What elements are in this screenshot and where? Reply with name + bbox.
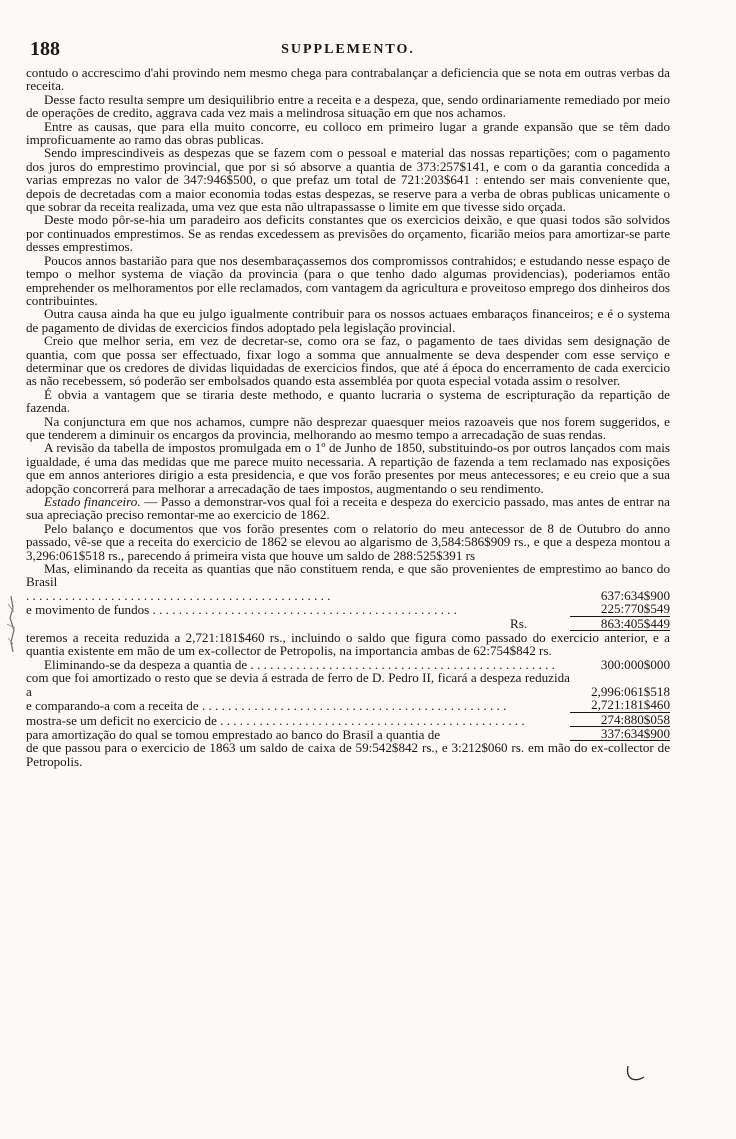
pencil-mark-icon <box>624 1064 646 1082</box>
paragraph: Na conjunctura em que nos achamos, cumpre não desprezar quaesquer meios razoaveis que nos forem suggeridos, e que tenderem a diminuir os encargos da provincia, melhorando ao mesmo tempo a arrecadação de suas rendas. <box>26 413 670 442</box>
paragraph: Pelo balanço e documentos que vos forão presentes com o relatorio do meu antecessor de 8 de Outubro do anno passado, vê-se que a receita do exercicio de 1862 se elevou ao algarismo de 3,584:586$909 rs., e que a despeza montou a 3,296:061$518 rs., parecendo á primeira vista que houve um saldo de 288:525$391 rs <box>26 520 670 563</box>
ledger-row <box>26 589 670 602</box>
ledger-label: e comparando-a com a receita de . . . <box>26 699 570 712</box>
paragraph: A revisão da tabella de impostos promulgada em o 1º de Junho de 1850, substituindo-os por outros lançados com mais igualdade, é uma das medidas que me parece muito necessaria. A repartição de fazenda a tem reclamado nas exposições que em annos anteriores dirigio a esta presidencia, e que vos forão presentes por meus antecessores; e eu creio que a sua adopção concorrerá para melhorar a arrecadação de taes impostos, augmentando o seu rendimento. <box>26 440 670 496</box>
paragraph: teremos a receita reduzida a 2,721:181$460 rs., incluindo o saldo que figura como passado do exercicio anterior, e a quantia existente em mão de um ex-collector de Petropolis, na importancia ambas de 62:754$842 rs. <box>26 630 670 659</box>
ledger-row <box>26 713 670 727</box>
running-title: SUPPLEMENTO. <box>281 42 415 57</box>
paragraph: Poucos annos bastarião para que nos desembaraçassemos dos compromissos contrahidos; e estudando nesse espaço de tempo o melhor systema de viação da provincia (para o que tenho dado algumas providencias), poderiamos então emprehender os melhoramentos por elle reclamados, com vantagem da agricultura e proveitoso emprego dos dinheiros dos contribuintes. <box>26 252 670 308</box>
paragraph: Outra causa ainda ha que eu julgo igualmente contribuir para os nossos actuaes embaraços financeiros; e é o systema de pagamento de dividas de exercicios findos adoptado pela legislação provincial. <box>26 306 670 335</box>
section-heading: Estado financeiro. <box>44 494 141 509</box>
ledger-label: e movimento de fundos . . . <box>26 603 570 616</box>
ledger-total-currency: Rs. <box>510 615 528 631</box>
paragraph: É obvia a vantagem que se tiraria deste methodo, e quanto lucraria o systema de escripturação da repartição de fazenda. <box>26 386 670 416</box>
paragraph: Creio que melhor seria, em vez de decretar-se, como ora se faz, o pagamento de taes dividas sem designação de quantia, com que possa ser effectuado, fixar logo a somma que annualmente se deva despender com esse serviço e determinar que os credores de dividas liquidadas de exercicios findos, que até á época do encerramento de cada exercicio as não recebessem, só poderão ser embolsados quando esta assembléa por quota especial votada assim o resolver. <box>26 333 670 389</box>
page-header <box>26 36 670 66</box>
ledger-row <box>26 727 670 741</box>
paragraph: Deste modo pôr-se-hia um paradeiro aos deficits constantes que os exercicios deixão, e que quasi todos são solvidos por continuados emprestimos. Se as rendas excedessem as previsões do orçamento, ficarião meios para amortizar-se parte desses emprestimos. <box>26 212 670 255</box>
ledger-label: Eliminando-se da despeza a quantia de . . . <box>26 658 570 671</box>
paragraph: Sendo imprescindiveis as despezas que se fazem com o pessoal e material das nossas repartições; com o pagamento dos juros do emprestimo provincial, que por si só absorve a quantia de 373:257$141, e com o da garantia concedida a varias emprezas no valor de 347:946$500, o que prefaz um total de 721:203$641 : entendo ser mais conveniente que, depois de decretadas com a maior economia todas estas despezas, se reserve para a verba de obras publicas unicamente o que sobrar da receita realizada, uma vez que esta não ultrapassasse o limite em que tivesse sido orçada. <box>26 145 670 215</box>
ledger-amount: 2,996:061$518 <box>591 683 670 699</box>
closing-paragraph: de que passou para o exercicio de 1863 um saldo de caixa de 59:542$842 rs., e 3:212$060 rs. em mão do ex-collector de Petropolis. <box>26 740 670 769</box>
margin-ink-mark-icon <box>4 594 18 654</box>
ledger-label: mostra-se um deficit no exercicio de . . . <box>26 714 570 727</box>
page-number: 188 <box>30 38 60 60</box>
ledger-amount: 337:634$900 <box>570 727 670 741</box>
paragraph: Entre as causas, que para ella muito concorre, eu colloco em primeiro lugar a grande expansão que se têm dado improficuamente ao ramo das obras publicas. <box>26 118 670 148</box>
paragraph: Desse facto resulta sempre um desiquilibrio entre a receita e a despeza, que, sendo ordinariamente remediado por meio de operações de credito, aggrava cada vez mais a melindrosa situação em que nos achamos. <box>26 91 670 121</box>
document-page <box>26 36 670 768</box>
ledger-amount: 300:000$000 <box>600 656 670 672</box>
ledger-row <box>26 698 670 712</box>
ledger-total-amount: 863:405$449 <box>570 617 670 631</box>
ledger-label: para amortização do qual se tomou emprestado ao banco do Brasil a quantia de <box>26 726 441 742</box>
ledger-amount: 225:770$549 <box>570 602 670 616</box>
section-lead: — Passo a demonstrar-vos qual foi a receita e despeza do exercicio passado, mas antes de entrar na sua apreciação preciso remontar-me ao exercicio de 1862. <box>26 494 670 523</box>
ledger-total-row <box>26 617 670 631</box>
ledger-row <box>26 602 670 616</box>
ledger-row <box>26 658 670 671</box>
paragraph: Mas, eliminando da receita as quantias que não constituem renda, e que são provenientes de emprestimo ao banco do Brasil <box>26 561 670 590</box>
ledger-label <box>26 589 570 602</box>
ledger-amount: 2,721:181$460 <box>570 698 670 712</box>
ledger-amount: 637:634$900 <box>600 587 670 603</box>
page-body <box>26 66 670 768</box>
ledger-label: com que foi amortizado o resto que se devia á estrada de ferro de D. Pedro II, ficará a despeza reduzida a <box>26 670 570 699</box>
section-paragraph <box>26 495 670 522</box>
paragraph: contudo o accrescimo d'ahi provindo nem mesmo chega para contrabalançar a deficiencia que se nota em outras verbas da receita. <box>26 65 670 94</box>
ledger-amount: 274:880$058 <box>570 713 670 727</box>
ledger-row <box>26 671 670 698</box>
